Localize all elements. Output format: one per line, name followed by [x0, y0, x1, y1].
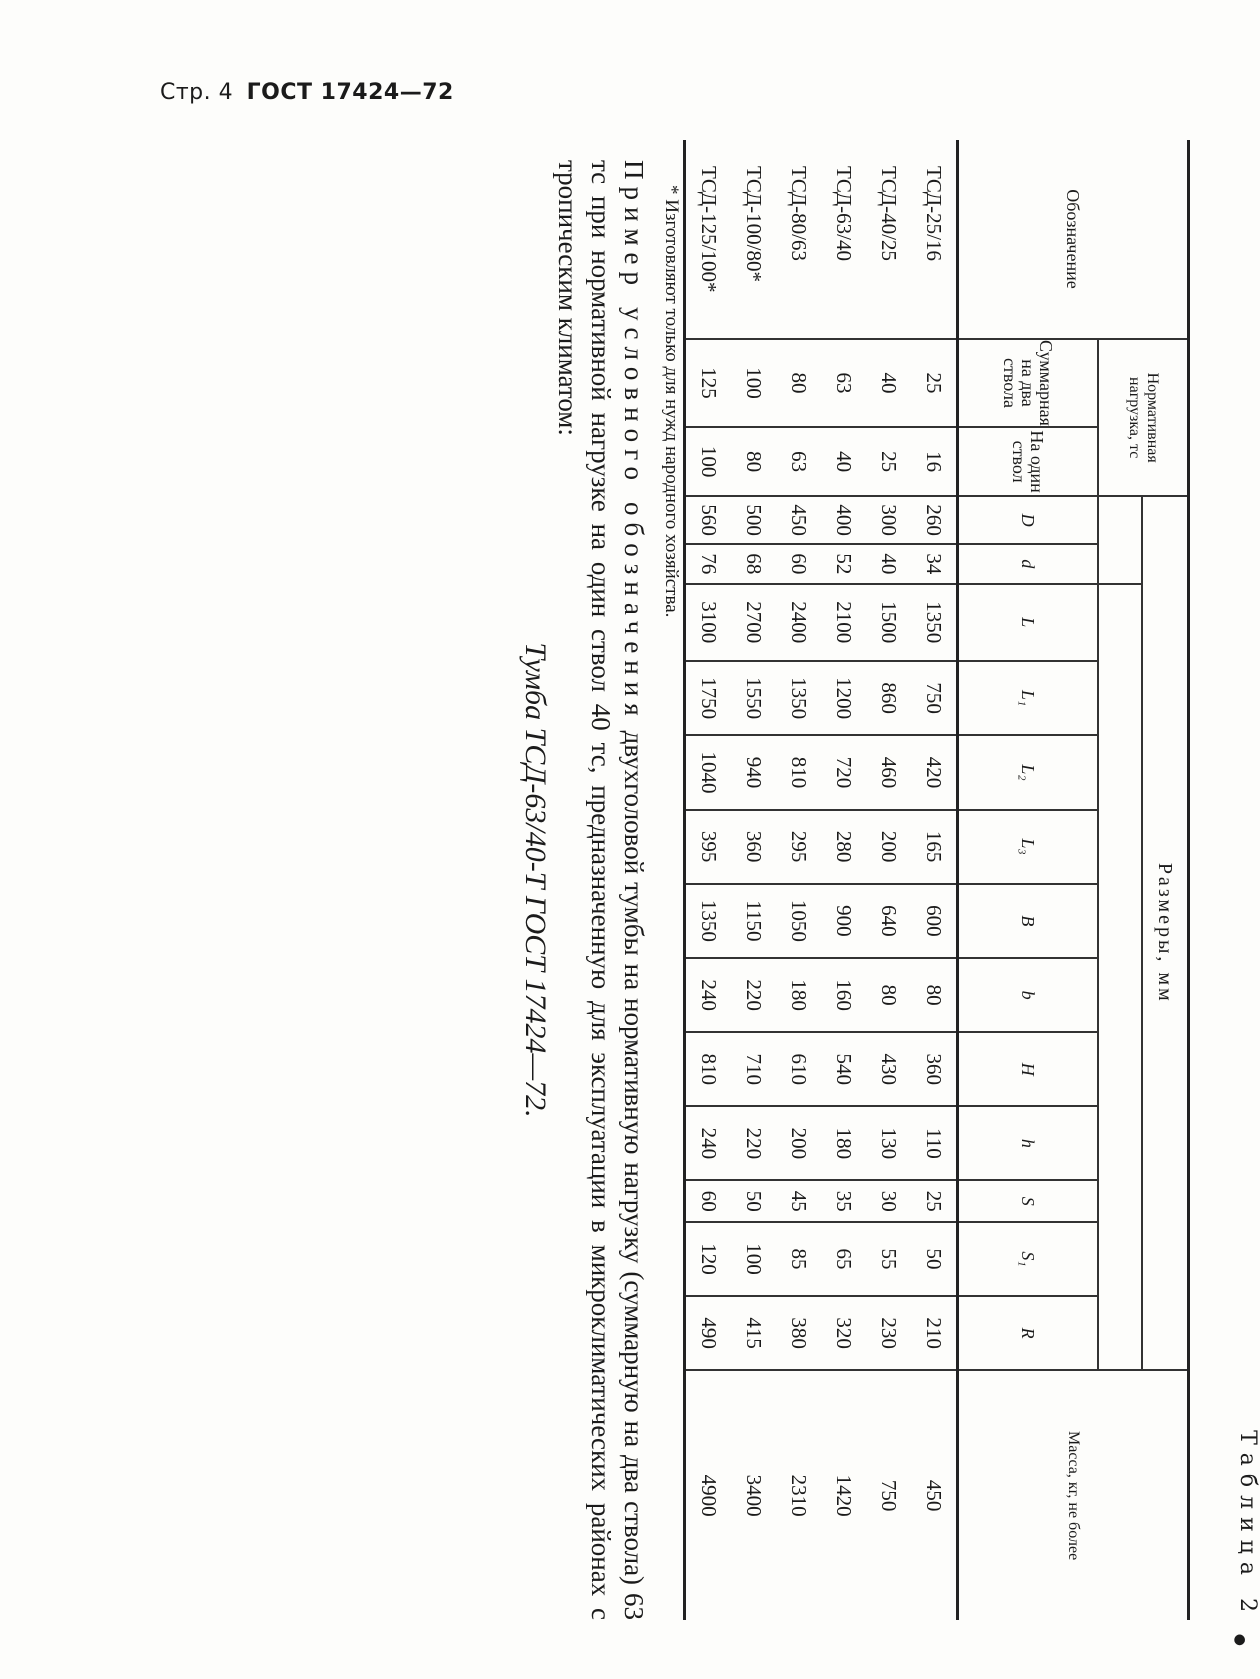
cell: 600: [911, 884, 958, 958]
cell: 76: [685, 544, 732, 584]
cell: 900: [821, 884, 866, 958]
cell: 540: [821, 1032, 866, 1106]
cell: 200: [776, 1106, 821, 1180]
cell-mass: 4900: [685, 1370, 732, 1620]
cell: 160: [821, 958, 866, 1032]
cell: 50: [731, 1180, 776, 1222]
standard-number: ГОСТ 17424—72: [246, 80, 454, 105]
table-row: [821, 140, 866, 1620]
page-number: Стр. 4: [160, 80, 234, 105]
cell: 560: [685, 496, 732, 544]
header-load-one: На один ствол: [958, 427, 1099, 496]
header-dim-R: R: [958, 1296, 1099, 1370]
cell-load-total: 40: [866, 339, 911, 427]
designation-example-text: [551, 160, 650, 1620]
cell-mass: 750: [866, 1370, 911, 1620]
header-dim-H: H: [958, 1032, 1099, 1106]
cell: 1050: [776, 884, 821, 958]
cell: 60: [776, 544, 821, 584]
row-designation: ТСД-100/80*: [731, 140, 776, 339]
header-dim-D: D: [958, 496, 1099, 544]
cell: 110: [911, 1106, 958, 1180]
row-designation: ТСД-80/63: [776, 140, 821, 339]
cell: 60: [685, 1180, 732, 1222]
cell: 210: [911, 1296, 958, 1370]
header-load-group: Нормативная нагрузка, тс: [1098, 339, 1189, 496]
row-designation: ТСД-125/100*: [685, 140, 732, 339]
cell: 68: [731, 544, 776, 584]
cell: 1550: [731, 661, 776, 735]
cell-load-total: 25: [911, 339, 958, 427]
cell-load-one: 16: [911, 427, 958, 496]
cell: 750: [911, 661, 958, 735]
example-lead: Пример условного обозначения: [619, 160, 649, 723]
cell: 220: [731, 1106, 776, 1180]
cell-mass: 3400: [731, 1370, 776, 1620]
cell-load-one: 40: [821, 427, 866, 496]
cell: 120: [685, 1222, 732, 1296]
header-dim-L: L: [958, 584, 1099, 661]
cell: 450: [776, 496, 821, 544]
cell: 460: [866, 735, 911, 809]
cell-load-total: 100: [731, 339, 776, 427]
cell: 1350: [776, 661, 821, 735]
header-dim-h: h: [958, 1106, 1099, 1180]
cell-mass: 450: [911, 1370, 958, 1620]
cell-mass: 2310: [776, 1370, 821, 1620]
cell: 45: [776, 1180, 821, 1222]
cell: 220: [731, 958, 776, 1032]
cell-load-total: 63: [821, 339, 866, 427]
cell: 720: [821, 735, 866, 809]
header-dim-b: b: [958, 958, 1099, 1032]
cell: 34: [911, 544, 958, 584]
cell-load-one: 25: [866, 427, 911, 496]
dimensions-table: [683, 140, 1190, 1620]
cell: 1500: [866, 584, 911, 661]
header-mass: Масса, кг, не более: [958, 1370, 1189, 1620]
cell: 610: [776, 1032, 821, 1106]
header-dim-L2: L₂: [958, 735, 1099, 809]
cell: 640: [866, 884, 911, 958]
row-designation: ТСД-63/40: [821, 140, 866, 339]
table-footnote: * Изготовляют только для нужд народного хозяйства.: [661, 185, 682, 618]
cell: 165: [911, 810, 958, 884]
cell: 1200: [821, 661, 866, 735]
cell: 240: [685, 958, 732, 1032]
cell: 180: [821, 1106, 866, 1180]
cell: 2100: [821, 584, 866, 661]
cell: 200: [866, 810, 911, 884]
table-row: [911, 140, 958, 1620]
cell: 295: [776, 810, 821, 884]
cell: 710: [731, 1032, 776, 1106]
table-row: [731, 140, 776, 1620]
table-row: [685, 140, 732, 1620]
header-load-total: Суммарная на два ствола: [958, 339, 1099, 427]
cell: 260: [911, 496, 958, 544]
cell: 65: [821, 1222, 866, 1296]
cell: 380: [776, 1296, 821, 1370]
cell: 240: [685, 1106, 732, 1180]
cell: 1350: [685, 884, 732, 958]
cell: 395: [685, 810, 732, 884]
bullet-mark: ●: [1232, 1633, 1248, 1646]
cell: 80: [911, 958, 958, 1032]
header-spacer-rest: [1098, 584, 1142, 1371]
header-dim-L3: L₃: [958, 810, 1099, 884]
cell: 35: [821, 1180, 866, 1222]
cell: 1750: [685, 661, 732, 735]
cell: 55: [866, 1222, 911, 1296]
header-spacer-d: [1098, 496, 1142, 583]
table-row: [866, 140, 911, 1620]
example-body: двухголовой тумбы на нормативную нагрузку (суммарную на два ствола) 63 тс при нормативной нагрузке на один ствол 40 тс, предназначенную для эксплуатации в микроклиматических районах с тропическим климатом:: [553, 160, 649, 1621]
cell: 360: [731, 810, 776, 884]
cell: 300: [866, 496, 911, 544]
cell: 400: [821, 496, 866, 544]
cell: 230: [866, 1296, 911, 1370]
cell-load-total: 80: [776, 339, 821, 427]
row-designation: ТСД-40/25: [866, 140, 911, 339]
row-designation: ТСД-25/16: [911, 140, 958, 339]
cell: 100: [731, 1222, 776, 1296]
cell: 860: [866, 661, 911, 735]
header-designation: Обозначение: [958, 140, 1189, 339]
cell: 2400: [776, 584, 821, 661]
cell: 280: [821, 810, 866, 884]
header-dim-L1: L₁: [958, 661, 1099, 735]
cell: 360: [911, 1032, 958, 1106]
cell: 30: [866, 1180, 911, 1222]
table-caption: Таблица 2: [1235, 1430, 1260, 1620]
header-dim-d: d: [958, 544, 1099, 584]
cell: 810: [685, 1032, 732, 1106]
cell: 52: [821, 544, 866, 584]
cell: 85: [776, 1222, 821, 1296]
cell: 420: [911, 735, 958, 809]
cell: 500: [731, 496, 776, 544]
cell: 25: [911, 1180, 958, 1222]
cell-load-one: 100: [685, 427, 732, 496]
cell: 3100: [685, 584, 732, 661]
cell: 1150: [731, 884, 776, 958]
cell: 320: [821, 1296, 866, 1370]
cell: 415: [731, 1296, 776, 1370]
cell: 430: [866, 1032, 911, 1106]
header-sizes-group: Размеры, мм: [1142, 496, 1189, 1370]
cell: 1350: [911, 584, 958, 661]
cell: 130: [866, 1106, 911, 1180]
cell-load-one: 63: [776, 427, 821, 496]
cell: 810: [776, 735, 821, 809]
cell: 50: [911, 1222, 958, 1296]
rotated-content: [519, 140, 1260, 1646]
header-dim-B: B: [958, 884, 1099, 958]
cell-load-one: 80: [731, 427, 776, 496]
cell: 40: [866, 544, 911, 584]
cell: 1040: [685, 735, 732, 809]
page-header: [160, 80, 454, 105]
cell-mass: 1420: [821, 1370, 866, 1620]
cell-load-total: 125: [685, 339, 732, 427]
cell: 2700: [731, 584, 776, 661]
header-dim-S1: S₁: [958, 1222, 1099, 1296]
cell: 80: [866, 958, 911, 1032]
table-row: [776, 140, 821, 1620]
cell: 940: [731, 735, 776, 809]
cell: 180: [776, 958, 821, 1032]
cell: 490: [685, 1296, 732, 1370]
header-dim-S: S: [958, 1180, 1099, 1222]
example-designation: Тумба ТСД-63/40-Т ГОСТ 17424—72.: [519, 642, 552, 1118]
